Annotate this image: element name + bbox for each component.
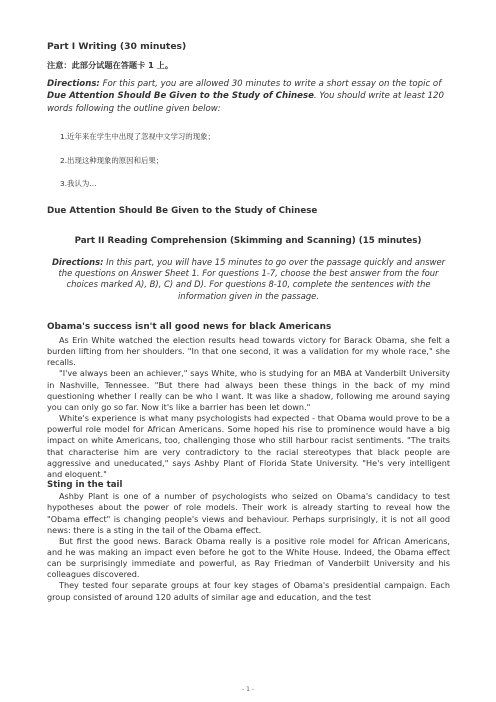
outline-item-3: 3.我认为… xyxy=(60,179,97,188)
directions-text-1: For this part, you are allowed 30 minutes to write a short essay on the topic of xyxy=(99,79,442,89)
page-number: - 1 - xyxy=(242,686,254,693)
answer-sheet-note: 注意：此部分试题在答题卡 1 上。 xyxy=(47,60,174,70)
part2-directions-label: Directions: xyxy=(51,257,104,267)
article-paragraph: But first the good news. Barack Obama really is a positive role model for African Americans, and he was making an impact even before he got to the White House. Indeed, the Obama effect can be surprisingly immediate and powerful, as Ray Friedman of Vanderbilt University and his colleagues discovered. xyxy=(47,535,450,580)
article-paragraph: White's experience is what many psychologists had expected - that Obama would prove to be a powerful role model for African Americans. Some hoped his rise to prominence would have a big impact on white Americans, too, challenging those who still harbour racist sentiments. "The traits that characterise him are very contradictory to the racial stereotypes that black people are aggressive and uneducated," says Ashby Plant of Florida State University. "He's very intelligent and eloquent." xyxy=(47,413,450,479)
directions-topic: Due Attention Should Be Given to the Study of Chinese xyxy=(47,91,314,102)
article-paragraph: "I've always been an achiever," says White, who is studying for an MBA at Vanderbilt University in Nashville, Tennessee. "But there had always been these things in the back of my mind questioning whether I really can be who I want. It was like a shadow, following me around saying you can only go so far. Now it's like a barrier has been let down." xyxy=(47,368,450,412)
part1-directions xyxy=(47,78,449,115)
directions-label: Directions: xyxy=(47,79,100,89)
part2-heading: Part II Reading Comprehension (Skimming and Scanning) (15 minutes) xyxy=(74,236,422,246)
part1-heading: Part I Writing (30 minutes) xyxy=(47,41,187,52)
article-paragraph: They tested four separate groups at four key stages of Obama's presidential campaign. Each group consisted of around 120 adults of similar age and education, and the test xyxy=(47,580,450,602)
part2-directions-text: In this part, you will have 15 minutes to go over the passage quickly and answer the questions on Answer Sheet 1. For questions 1-7, choose the best answer from the four choices marked A), B), C) and D). For questions 8-10, complete the sentences with the information given in the passage. xyxy=(58,257,446,301)
outline-item-1: 1.近年来在学生中出现了忽视中文学习的现象； xyxy=(60,132,215,141)
directions-text-2: . You should write at least 120 words following the outline given below: xyxy=(47,91,444,114)
article-subheading: Sting in the tail xyxy=(47,480,123,491)
article-body xyxy=(47,335,450,603)
article-paragraph: Ashby Plant is one of a number of psychologists who seized on Obama's candidacy to test hypotheses about the power of role models. Their work is already starting to reveal how the "Obama effect" is changing people's views and behaviour. Perhaps surprisingly, it is not all good news: there is a sting in the tail of the Obama effect. xyxy=(47,491,450,535)
part2-directions xyxy=(47,257,450,302)
article-title: Obama's success isn't all good news for black Americans xyxy=(47,322,332,332)
outline-item-2: 2.出现这种现象的原因和后果； xyxy=(60,156,164,165)
article-paragraph: As Erin White watched the election results head towards victory for Barack Obama, she felt a burden lifting from her shoulders. "In that one second, it was a validation for my whole race," she recalls. xyxy=(47,335,450,368)
essay-title: Due Attention Should Be Given to the Study of Chinese xyxy=(47,206,318,216)
